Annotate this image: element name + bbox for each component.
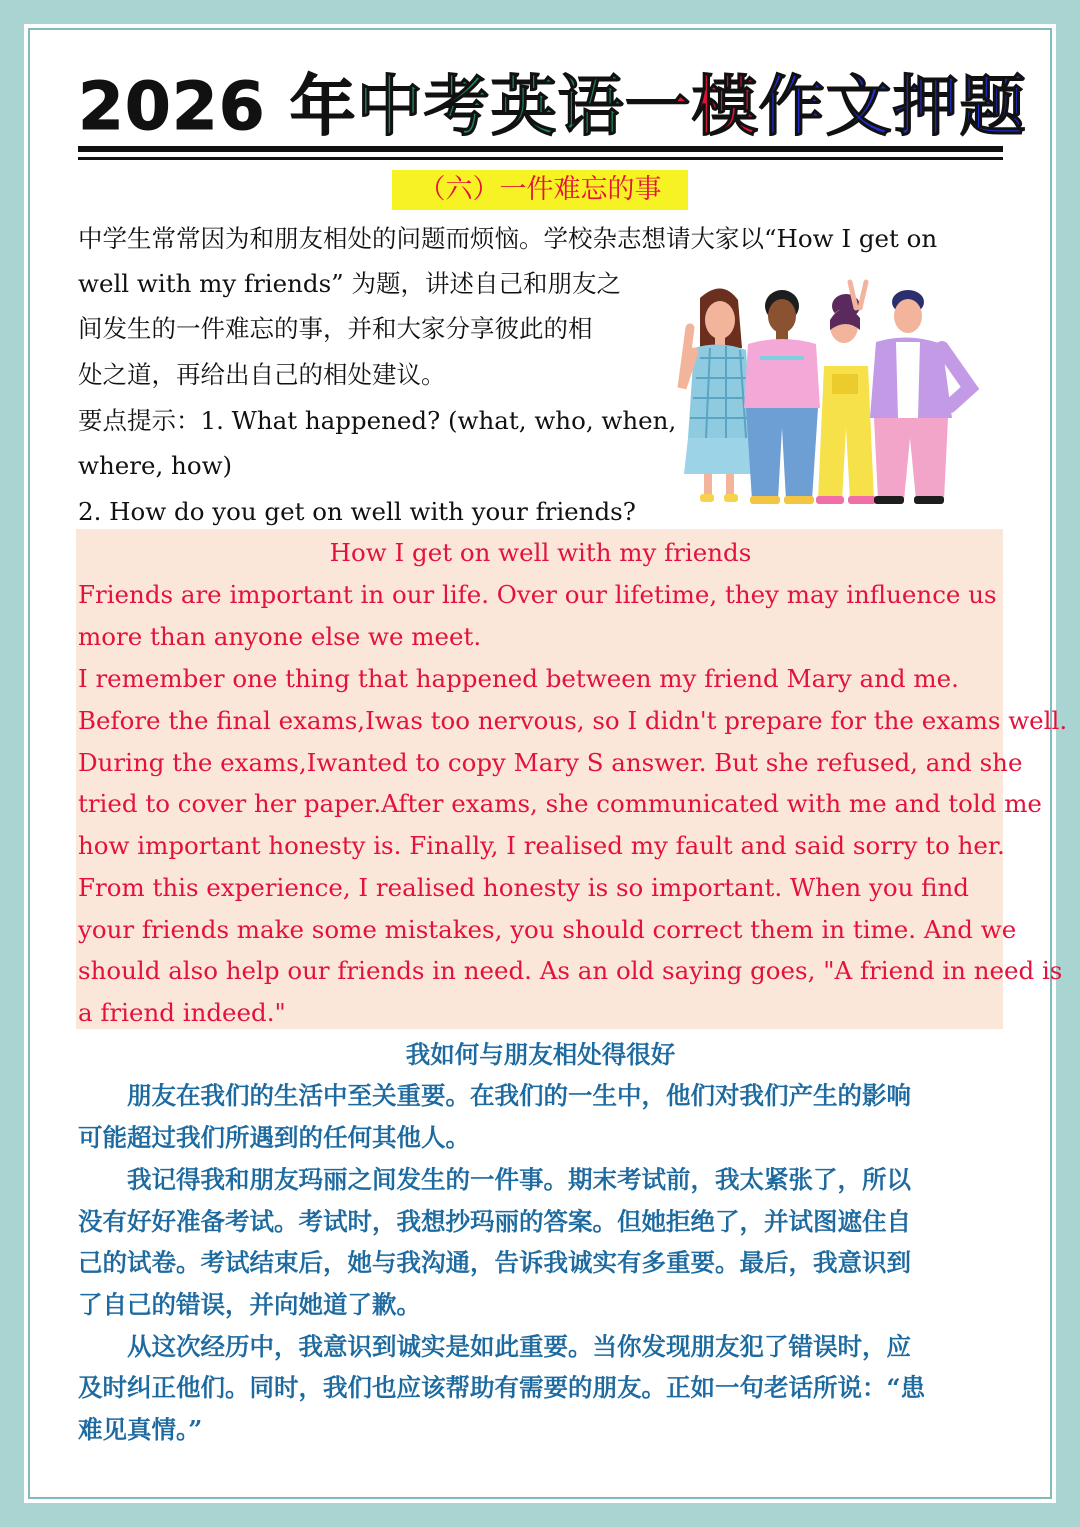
english-essay-line: From this experience, I realised honesty is so important. When you find [78, 873, 969, 902]
prompt-line: 要点提示：1. What happened? (what, who, when, [78, 406, 677, 435]
title-rule-thin [78, 157, 1003, 160]
chinese-translation-line: 可能超过我们所遇到的任何其他人。 [78, 1123, 470, 1152]
chinese-translation-line: 难见真情。” [78, 1415, 203, 1444]
english-essay-line: Before the final exams,Iwas too nervous, so I didn't prepare for the exams well. [78, 706, 1068, 735]
title-rule-thick [78, 146, 1003, 152]
prompt-line: 中学生常常因为和朋友相处的问题而烦恼。学校杂志想请大家以“How I get on [78, 224, 938, 253]
title-year: 2026 年 [78, 68, 357, 145]
english-essay-line: more than anyone else we meet. [78, 622, 482, 651]
prompt-line: 间发生的一件难忘的事，并和大家分享彼此的相 [78, 314, 593, 343]
friend-boy-purple-icon [870, 290, 970, 504]
prompt-line: where, how) [78, 451, 233, 480]
title-mock: 一模 [624, 68, 759, 145]
chinese-translation-line: 从这次经历中，我意识到诚实是如此重要。当你发现朋友犯了错误时，应 [78, 1332, 911, 1361]
page-title [78, 62, 1027, 152]
chinese-translation-title: 我如何与朋友相处得很好 [405, 1040, 676, 1069]
chinese-translation-line: 己的试卷。考试结束后，她与我沟通，告诉我诚实有多重要。最后，我意识到 [78, 1248, 911, 1277]
prompt-line: 处之道，再给出自己的相处建议。 [78, 360, 446, 389]
section-subtitle: （六）一件难忘的事 [392, 170, 688, 210]
english-essay-line: Friends are important in our life. Over our lifetime, they may influence us [78, 580, 997, 609]
title-essay: 作文押题 [758, 68, 1027, 145]
chinese-translation-line: 了自己的错误，并向她道了歉。 [78, 1290, 421, 1319]
prompt-line: well with my friends” 为题，讲述自己和朋友之 [78, 269, 621, 298]
english-essay-line: tried to cover her paper.After exams, she communicated with me and told me [78, 789, 1042, 818]
friend-girl-yellow-icon [816, 282, 876, 504]
title-exam: 中考英语 [356, 68, 625, 145]
prompt-line: 2. How do you get on well with your friends? [78, 497, 636, 526]
english-essay-line: your friends make some mistakes, you should correct them in time. And we [78, 915, 1017, 944]
english-essay-line: During the exams,Iwanted to copy Mary S answer. But she refused, and she [78, 748, 1023, 777]
english-essay-line: how important honesty is. Finally, I realised my fault and said sorry to her. [78, 831, 1005, 860]
english-essay-line: should also help our friends in need. As an old saying goes, "A friend in need is [78, 956, 1063, 985]
friend-boy-pink-icon [744, 290, 820, 504]
english-essay-line: a friend indeed." [78, 998, 286, 1027]
chinese-translation-line: 朋友在我们的生活中至关重要。在我们的一生中，他们对我们产生的影响 [78, 1081, 911, 1110]
english-essay-title: How I get on well with my friends [329, 538, 752, 567]
english-essay-line: I remember one thing that happened between my friend Mary and me. [78, 664, 959, 693]
chinese-translation-line: 及时纠正他们。同时，我们也应该帮助有需要的朋友。正如一句老话所说：“患 [78, 1373, 926, 1402]
chinese-translation-line: 没有好好准备考试。考试时，我想抄玛丽的答案。但她拒绝了，并试图遮住自 [78, 1207, 911, 1236]
chinese-translation-line: 我记得我和朋友玛丽之间发生的一件事。期末考试前，我太紧张了，所以 [78, 1165, 911, 1194]
four-friends-illustration [660, 278, 1000, 508]
